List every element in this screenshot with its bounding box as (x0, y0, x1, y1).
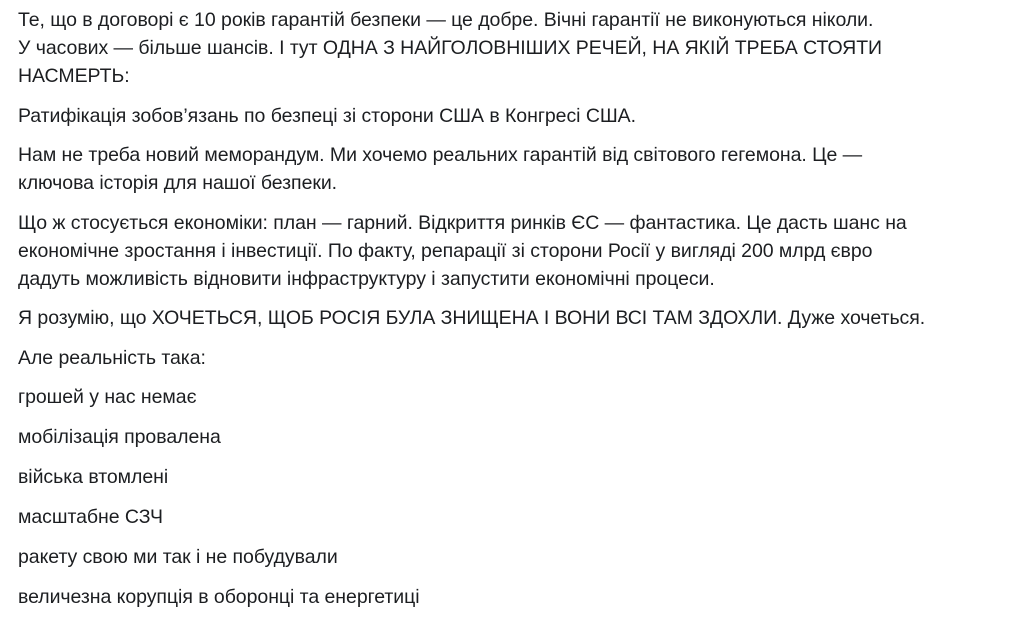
text-line: Але реальність така: (18, 346, 206, 369)
paragraph-guarantees (18, 6, 1022, 90)
paragraph-economy (18, 209, 1022, 293)
paragraph-reality (18, 344, 1022, 372)
text-line: Нам не треба новий меморандум. Ми хочемо реальних гарантій від світового гегемона. Це — (18, 144, 863, 166)
paragraph-desire (18, 304, 1022, 332)
post-text (18, 6, 1022, 623)
list-item: грошей у нас немає (18, 386, 197, 408)
text-line: економічне зростання і інвестиції. По факту, репарації зі сторони Росії у вигляді 200 млрд євро (18, 239, 873, 262)
paragraph-ratification (18, 102, 1022, 130)
text-line: НАСМЕРТЬ: (18, 65, 130, 87)
list-item: величезна корупція в оборонці та енергетиці (18, 586, 420, 608)
list-item: війська втомлені (18, 466, 169, 488)
text-line: Що ж стосується економіки: план — гарний. Відкриття ринків ЄС — фантастика. Це дасть шанс на (18, 211, 907, 234)
text-line: Ратифікація зобов’язань по безпеці зі сторони США в Конгресі США. (18, 104, 636, 127)
text-line: Я розумію, що ХОЧЕТЬСЯ, ЩОБ РОСІЯ БУЛА ЗНИЩЕНА І ВОНИ ВСІ ТАМ ЗДОХЛИ. Дуже хочеться. (18, 307, 926, 329)
list-item: ракету свою ми так і не побудували (18, 546, 338, 568)
text-line: ключова історія для нашої безпеки. (18, 172, 338, 194)
text-line: дадуть можливість відновити інфраструктуру і запустити економічні процеси. (18, 267, 715, 290)
paragraph-memorandum (18, 141, 1022, 197)
list-item: мобілізація провалена (18, 426, 221, 448)
list-item: масштабне СЗЧ (18, 506, 163, 528)
text-line: У часових — більше шансів. І тут ОДНА З НАЙГОЛОВНІШИХ РЕЧЕЙ, НА ЯКІЙ ТРЕБА СТОЯТИ (18, 37, 883, 59)
text-line: Те, що в договорі є 10 років гарантій безпеки — це добре. Вічні гарантії не виконуються ніколи. (18, 9, 874, 31)
